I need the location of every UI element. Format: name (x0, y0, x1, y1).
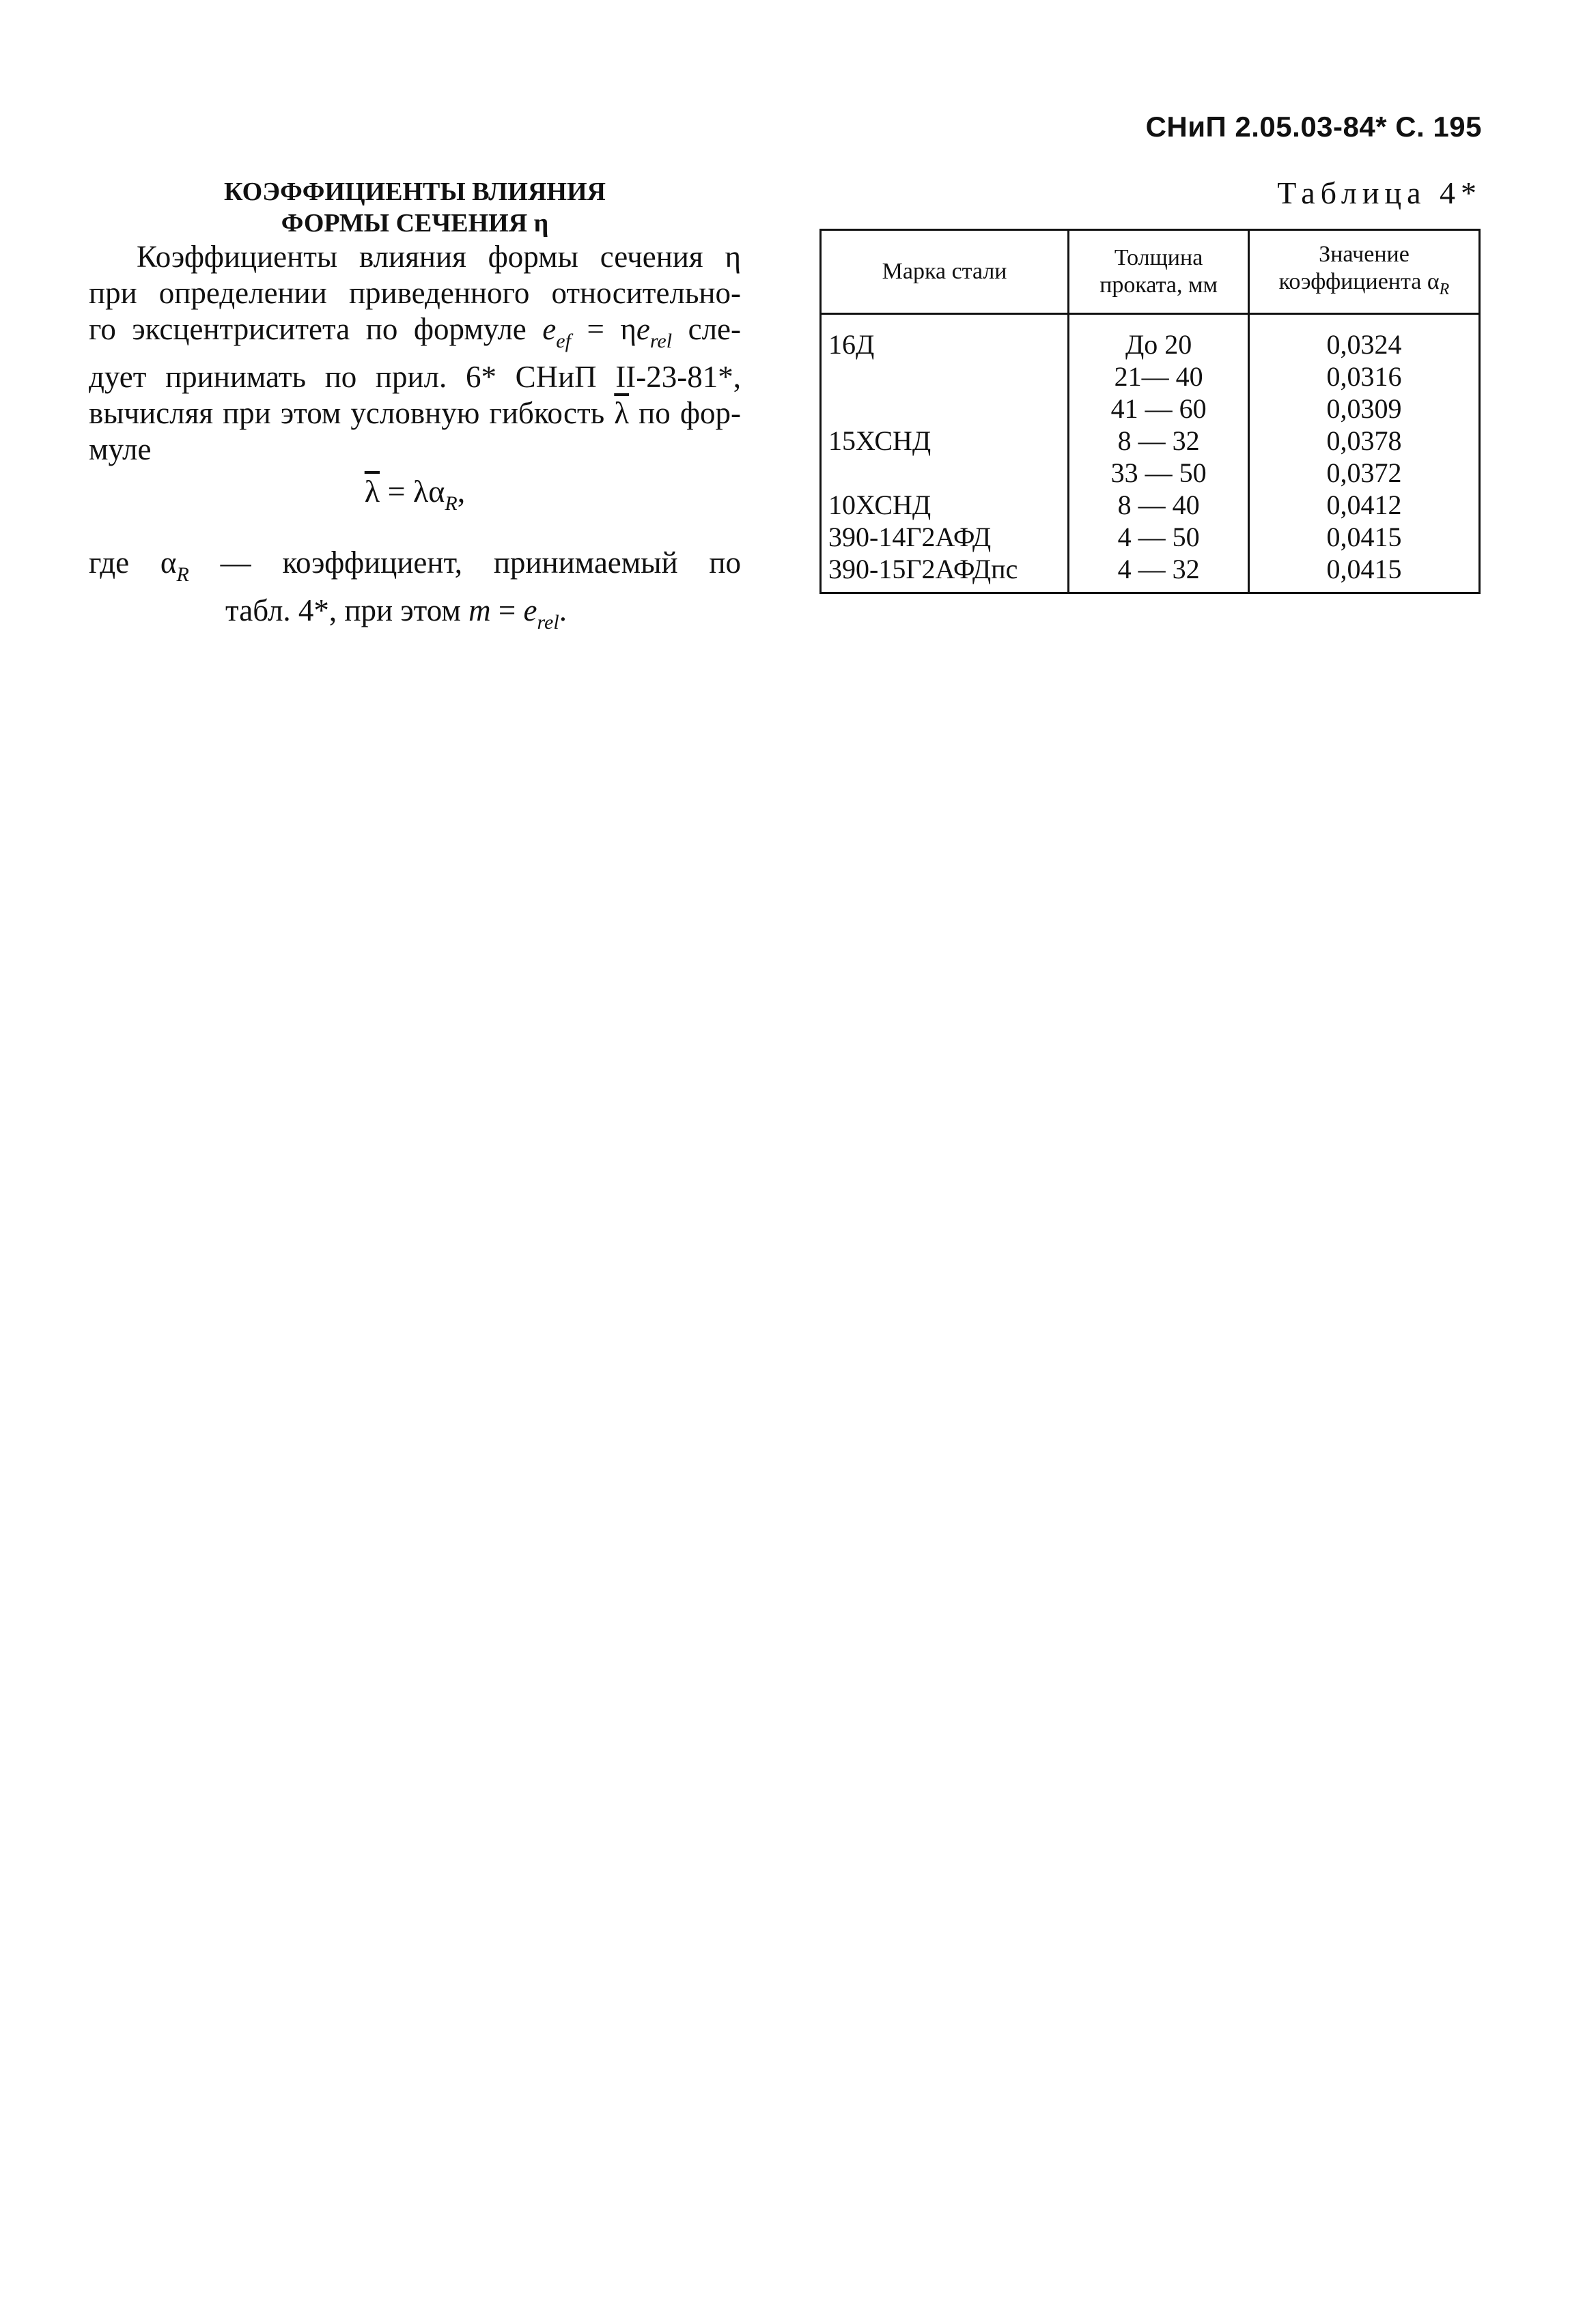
where-clause (89, 545, 741, 640)
header-line: Значение (1319, 241, 1410, 267)
steel-coefficient-table (819, 229, 1481, 594)
header-thickness (1069, 230, 1249, 314)
header-steel-grade: Марка стали (821, 230, 1069, 314)
header-line: Толщина (1114, 245, 1203, 270)
coefficient-value: 0,0324 (1326, 329, 1402, 360)
thickness-range: 4 — 50 (1117, 522, 1200, 552)
table-body (821, 314, 1480, 593)
coefficient-value: 0,0415 (1326, 522, 1402, 552)
table-row (821, 521, 1480, 553)
coefficient-value: 0,0378 (1326, 425, 1402, 456)
cell-steel-grade: 390-14Г2АФД (821, 521, 1069, 553)
para-line (89, 311, 741, 359)
formula (89, 473, 741, 522)
cell-thickness (1069, 489, 1249, 521)
section-title (89, 176, 741, 239)
lambda-bar-symbol: $\overline{\lambda}$ (614, 396, 630, 430)
formula-subscript: R (445, 492, 458, 515)
cell-steel-grade: 15ХСНД (821, 425, 1069, 489)
section-title-line1: КОЭФФИЦИЕНТЫ ВЛИЯНИЯ (224, 178, 606, 206)
cell-thickness (1069, 553, 1249, 593)
para-line: муле (89, 432, 152, 466)
cell-coefficient (1248, 489, 1479, 521)
header-line: проката, мм (1099, 272, 1218, 298)
cell-steel-grade: 16Д (821, 314, 1069, 425)
formula-eq: = η (570, 312, 636, 346)
para-text: сле- (672, 312, 742, 346)
coefficient-value: 0,0316 (1326, 361, 1402, 392)
thickness-range: 41 — 60 (1110, 393, 1207, 424)
formula-subscript: rel (537, 611, 559, 634)
table-row (821, 425, 1480, 489)
where-line (89, 545, 741, 593)
thickness-range: 21— 40 (1114, 361, 1203, 392)
header-subscript: R (1439, 280, 1450, 298)
table-caption: Таблица 4* (1277, 175, 1482, 210)
where-eq: = (490, 593, 524, 627)
formula-e: e (636, 312, 650, 346)
formula-subscript: ef (556, 330, 571, 352)
formula-e: e (542, 312, 557, 346)
table-row (821, 314, 1480, 425)
table-header-row (821, 230, 1480, 314)
cell-steel-grade: 390-15Г2АФДпс (821, 553, 1069, 593)
header-text: коэффициента α (1278, 268, 1440, 294)
where-text: — коэффициент, принимаемый по (188, 545, 741, 580)
para-text: по фор- (629, 396, 741, 430)
cell-coefficient (1248, 314, 1479, 425)
table-row (821, 553, 1480, 593)
para-text: вычисляя при этом условную гибкость (89, 396, 615, 430)
formula-end: , (457, 474, 466, 509)
formula-subscript: rel (649, 330, 673, 352)
thickness-range: 33 — 50 (1110, 457, 1207, 488)
where-line (89, 593, 741, 640)
thickness-range: 4 — 32 (1117, 554, 1200, 584)
cell-coefficient (1248, 553, 1479, 593)
cell-coefficient (1248, 521, 1479, 553)
coefficient-value: 0,0309 (1326, 393, 1402, 424)
para-line (89, 395, 741, 431)
coefficient-value: 0,0415 (1326, 554, 1402, 584)
cell-steel-grade: 10ХСНД (821, 489, 1069, 521)
coefficient-value: 0,0412 (1326, 490, 1402, 520)
where-text: табл. 4*, при этом (225, 593, 469, 627)
table-row (821, 489, 1480, 521)
formula-subscript: R (176, 563, 189, 586)
formula-rhs: = λα (380, 474, 445, 509)
coefficient-value: 0,0372 (1326, 457, 1402, 488)
section-text (89, 176, 741, 640)
where-end: . (559, 593, 567, 627)
running-head: СНиП 2.05.03-84* С. 195 (1145, 111, 1482, 143)
thickness-range: 8 — 40 (1117, 490, 1200, 520)
thickness-range: До 20 (1125, 329, 1192, 360)
section-title-line2: ФОРМЫ СЕЧЕНИЯ η (281, 209, 549, 238)
header-coefficient (1248, 230, 1479, 314)
cell-thickness (1069, 521, 1249, 553)
where-alpha: где α (89, 545, 177, 580)
cell-thickness (1069, 425, 1249, 489)
body-paragraph (89, 239, 741, 468)
para-text: го эксцентриситета по формуле (89, 312, 543, 346)
cell-coefficient (1248, 425, 1479, 489)
para-line: дует принимать по прил. 6* СНиП II-23-81*, (89, 360, 741, 394)
para-line: при определении приведенного относительно- (89, 276, 741, 310)
header-line (1250, 268, 1478, 303)
cell-thickness (1069, 314, 1249, 425)
formula-lambda-bar: $\overline{\lambda}$ (364, 474, 380, 509)
thickness-range: 8 — 32 (1117, 425, 1200, 456)
where-m: m (468, 593, 491, 627)
where-e: e (523, 593, 537, 627)
para-line: Коэффициенты влияния формы сечения η (137, 240, 741, 274)
